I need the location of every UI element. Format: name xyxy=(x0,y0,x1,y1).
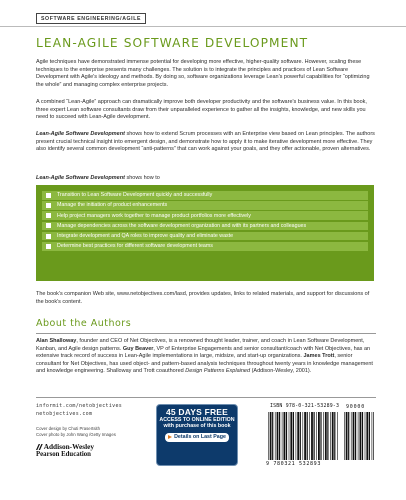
cover-photo-credit: Cover photo by John Wang /Getty Images xyxy=(36,432,116,437)
list-item xyxy=(42,232,368,241)
about-divider xyxy=(36,333,376,334)
benefits-list xyxy=(36,185,374,281)
book-title-inline: Lean-Agile Software Development xyxy=(36,131,125,137)
author-bio: , senior consultant for Net Objectives, has used object- and pattern-based analysis techniques throughout twenty years in knowledge management and knowledge engineering. Shalloway and Trott coauthored xyxy=(36,353,373,374)
author-name: Guy Beaver xyxy=(122,345,154,352)
promo-details-label: Details on Last Page xyxy=(174,434,226,441)
list-item-text: Help project managers work together to manage product portfolios more effectively xyxy=(57,212,251,219)
arrow-right-icon xyxy=(168,435,172,439)
description-paragraph-4 xyxy=(36,175,376,183)
promo-line-2: with purchase of this book xyxy=(163,423,231,430)
informit-url: informit.com/netobjectives xyxy=(36,403,123,409)
square-bullet-icon xyxy=(46,213,51,218)
author-name: Alan Shalloway xyxy=(36,338,77,344)
description-paragraph-2: A combined “Lean-Agile” approach can dramatically improve both developer productivity and the software's business value. In this book, three expert Lean software consultants draw from their unparalleled experience to gather all the insights, knowledge, and new skills you need to succeed with Lean-Agile development. xyxy=(36,99,367,120)
publisher-name: Addison-Wesley xyxy=(43,442,94,451)
list-item-text: Integrate development and QA roles to improve quality and eliminate waste xyxy=(57,233,234,240)
netobjectives-url: netobjectives.com xyxy=(36,411,93,417)
square-bullet-icon xyxy=(46,203,51,208)
top-divider xyxy=(0,26,406,27)
list-item xyxy=(42,222,368,231)
list-item xyxy=(42,201,368,210)
book-title: LEAN-AGILE SOFTWARE DEVELOPMENT xyxy=(36,36,309,50)
author-bio: , VP of Enterprise Engagements and senior consultant/coach with Net Objectives, has an extensive track record of success in Lean-Agile implementations in large, midsize, and start-up organizations. xyxy=(36,345,371,359)
list-item-text: Transition to Lean Software Development quickly and successfully xyxy=(57,192,213,199)
paragraph-4-text: shows how to xyxy=(124,175,160,181)
addon-barcode xyxy=(344,412,374,460)
author-name: James Trott xyxy=(303,353,335,359)
description-paragraph-3 xyxy=(36,131,376,154)
square-bullet-icon xyxy=(46,193,51,198)
list-item xyxy=(42,211,368,220)
promo-details-link[interactable] xyxy=(165,433,229,442)
list-item-text: Determine best practices for different software development teams xyxy=(57,243,213,250)
list-item xyxy=(42,191,368,200)
list-item xyxy=(42,242,368,251)
list-item-text: Manage the initiation of product enhancements xyxy=(57,202,168,209)
square-bullet-icon xyxy=(46,234,51,239)
author-bio: , founder and CEO of Net Objectives, is a renowned thought leader, trainer, and coach in Lean Software Development, Kanban, and Agile design patterns. xyxy=(36,338,365,352)
description-paragraph-1: Agile techniques have demonstrated immense potential for developing more effective, higher-quality software. However, scaling these techniques to the enterprise presents many challenges. The solution is to integrate the principles and practices of Lean Software Development with Agile's ideology and methods. By doing so, software organizations leverage Lean's powerful capabilities for “optimizing the whole” and managing complex enterprise projects. xyxy=(36,59,370,88)
book-title-inline: Lean-Agile Software Development xyxy=(36,175,125,181)
square-bullet-icon xyxy=(46,244,51,249)
category-tag: SOFTWARE ENGINEERING/AGILE xyxy=(36,13,146,24)
publisher-logo xyxy=(36,442,94,458)
barcode-digits: 9 780321 532893 xyxy=(266,461,322,467)
square-bullet-icon xyxy=(46,223,51,228)
publisher-parent: Pearson Education xyxy=(36,451,91,458)
paragraph-3-text: shows how to extend Scrum processes with an Enterprise view based on Lean principles. The authors present crucial technical insight into emergent design, and demonstrate how to apply it to make iterative development more effective. They also identify several common development “anti-patterns” that can work against your goals, and they offer actionable, proven alternatives. xyxy=(36,131,375,152)
companion-website-paragraph: The book's companion Web site, www.netobjectives.com/lasd, provides updates, links to related materials, and support for discussions of the book's content. xyxy=(36,291,370,305)
price-addon-digits: 90000 xyxy=(346,404,366,410)
isbn-barcode xyxy=(268,412,338,460)
promo-line-1: ACCESS TO ONLINE EDITION xyxy=(159,417,235,423)
addison-wesley-logo-icon xyxy=(36,443,43,451)
promo-headline: 45 DAYS FREE xyxy=(165,407,229,417)
isbn-label: ISBN 978-0-321-53289-3 xyxy=(270,403,340,409)
cover-design-credit: Cover design by Chuti Prasertsith xyxy=(36,426,101,431)
online-edition-promo xyxy=(156,404,238,466)
previous-book-title: Design Patterns Explained xyxy=(185,368,251,374)
author-bio: (Addison-Wesley, 2001). xyxy=(250,368,312,374)
about-authors-paragraph xyxy=(36,338,376,376)
list-item-text: Manage dependencies across the software development organization and with its partners and colleagues xyxy=(57,222,307,229)
footer-divider xyxy=(36,397,376,398)
about-authors-heading: About the Authors xyxy=(36,318,132,329)
